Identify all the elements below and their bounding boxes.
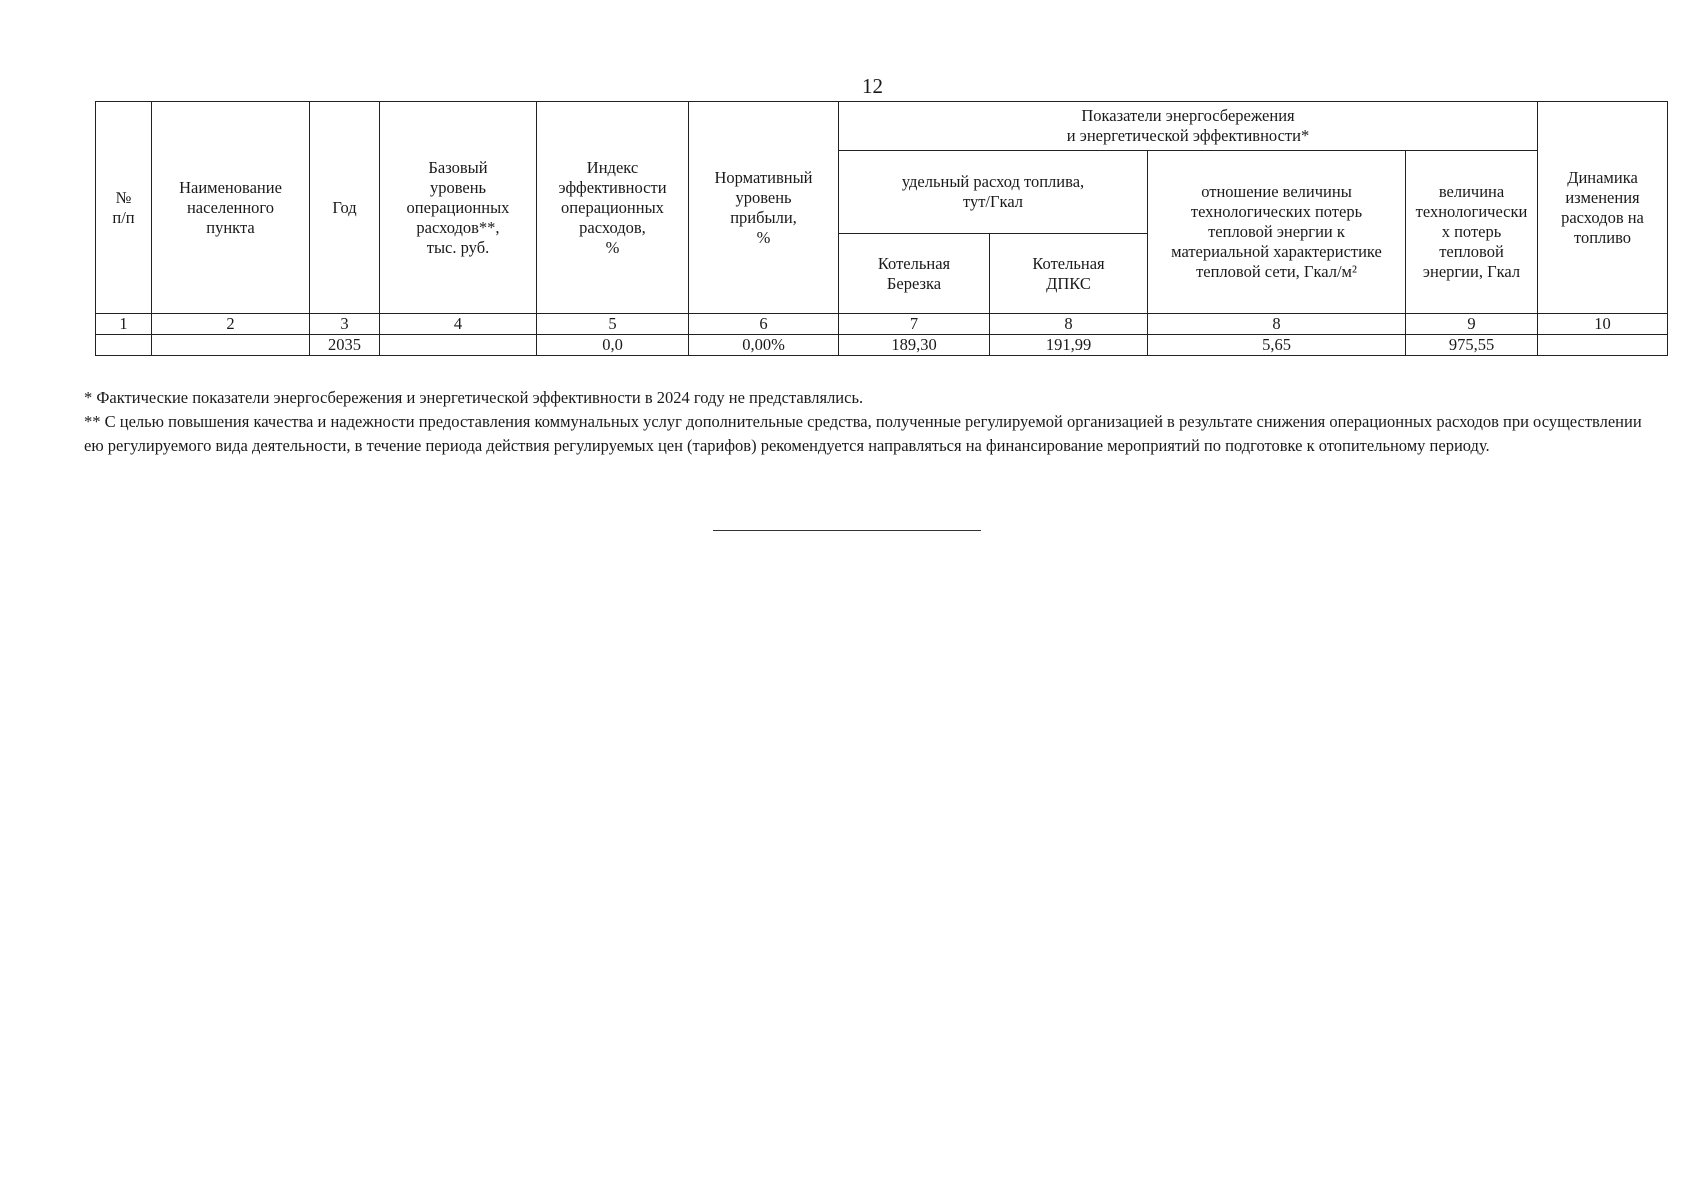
header-boiler-dpks: Котельная ДПКС (990, 234, 1148, 314)
footnote-energy: * Фактические показатели энергосбережения и энергетической эффективности в 2024 году не представлялись. (84, 388, 864, 407)
cell-year: 2035 (310, 335, 380, 356)
header-fuel-dynamics: Динамика изменения расходов на топливо (1538, 102, 1668, 314)
column-number: 1 (96, 314, 152, 335)
column-number: 5 (537, 314, 689, 335)
column-number: 10 (1538, 314, 1668, 335)
header-loss-ratio: отношение величины технологических потерь тепловой энергии к материальной характеристике тепловой сети, Гкал/м² (1148, 151, 1406, 314)
header-loss-value: величина технологически х потерь тепловой энергии, Гкал (1406, 151, 1538, 314)
column-number: 2 (152, 314, 310, 335)
cell-boiler-berezka: 189,30 (839, 335, 990, 356)
table-row (96, 335, 1668, 356)
page-number: 12 (862, 74, 883, 98)
footnotes (84, 386, 1644, 458)
cell-fuel-dynamics (1538, 335, 1668, 356)
column-number: 9 (1406, 314, 1538, 335)
header-num: № п/п (96, 102, 152, 314)
footnote-operating-costs: ** С целью повышения качества и надежности предоставления коммунальных услуг дополнительные средства, полученные регулируемой организацией в результате снижения операционных расходов при осуществлении ею регулируемого вида деятельности, в течение периода действия регулируемых цен (тарифов) рекомендуется направляться на финансирование мероприятий по подготовке к отопительному периоду. (84, 412, 1642, 455)
end-divider (713, 530, 981, 531)
energy-efficiency-table (95, 101, 1668, 356)
cell-loss-value: 975,55 (1406, 335, 1538, 356)
header-fuel-rate: удельный расход топлива, тут/Гкал (839, 151, 1148, 234)
header-boiler-berezka: Котельная Березка (839, 234, 990, 314)
cell-settlement (152, 335, 310, 356)
column-number: 8 (1148, 314, 1406, 335)
cell-base-level (380, 335, 537, 356)
column-numbers-row (96, 314, 1668, 335)
header-year: Год (310, 102, 380, 314)
header-base-level: Базовый уровень операционных расходов**, тыс. руб. (380, 102, 537, 314)
column-number: 7 (839, 314, 990, 335)
cell-boiler-dpks: 191,99 (990, 335, 1148, 356)
header-energy-group: Показатели энергосбережения и энергетической эффективности* (839, 102, 1538, 151)
column-number: 8 (990, 314, 1148, 335)
header-settlement: Наименование населенного пункта (152, 102, 310, 314)
cell-efficiency-index: 0,0 (537, 335, 689, 356)
column-number: 3 (310, 314, 380, 335)
cell-num (96, 335, 152, 356)
header-profit-level: Нормативный уровень прибыли, % (689, 102, 839, 314)
cell-loss-ratio: 5,65 (1148, 335, 1406, 356)
header-efficiency-index: Индекс эффективности операционных расходов, % (537, 102, 689, 314)
cell-profit-level: 0,00% (689, 335, 839, 356)
column-number: 6 (689, 314, 839, 335)
column-number: 4 (380, 314, 537, 335)
